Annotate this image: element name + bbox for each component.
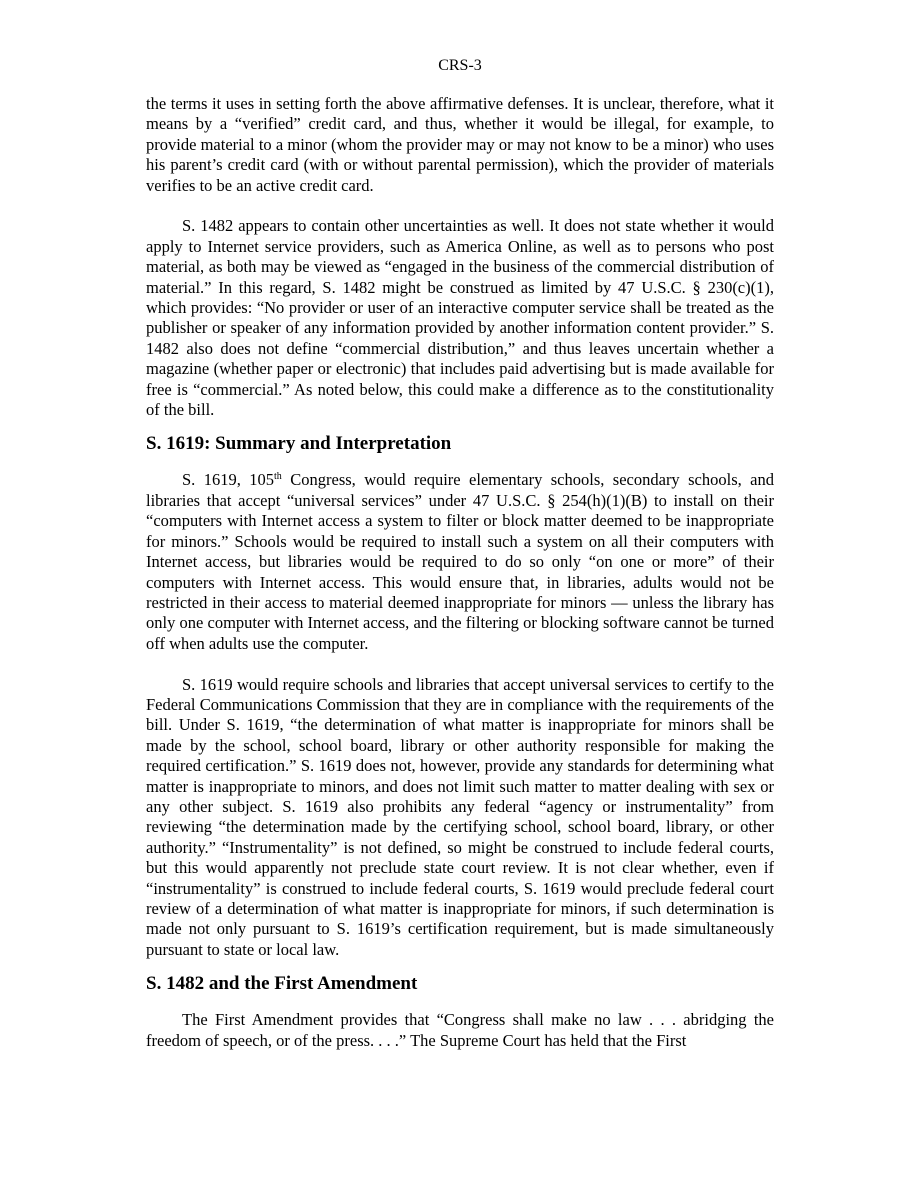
document-body [146, 94, 774, 1051]
paragraph-s1619-certification: S. 1619 would require schools and libraries that accept universal services to certify to the Federal Communications Commission that they are in compliance with the requirements of the bill. Under S. 1619, “the determination of what matter is inappropriate for minors shall be made by the school, school board, library or other authority responsible for making the required certification.” S. 1619 does not, however, provide any standards for determining what matter is inappropriate to minors, and does not limit such matter to matter dealing with sex or any other subject. S. 1619 also prohibits any federal “agency or instrumentality” from reviewing “the determination made by the certifying school, school board, library, or other authority.” “Instrumentality” is not defined, so might be construed to include federal courts, but this would apparently not preclude state court review. It is not clear whether, even if “instrumentality” is construed to include federal courts, S. 1619 would preclude federal court review of a determination of what matter is inappropriate for minors, if such determination is made not only pursuant to S. 1619’s certification requirement, but is made simultaneously pursuant to state or local law. [146, 674, 774, 959]
page-number-header: CRS-3 [438, 57, 482, 74]
ordinal-superscript: th [274, 471, 282, 483]
paragraph-s1619-lead: S. 1619, 105 [182, 470, 275, 490]
section-heading-s1619-summary: S. 1619: Summary and Interpretation [146, 433, 452, 455]
paragraph-s1619-requirements [146, 470, 774, 654]
paragraph-continued: the terms it uses in setting forth the above affirmative defenses. It is unclear, therefore, what it means by a “verified” credit card, and thus, whether it would be illegal, for example, to provide material to a minor (whom the provider may or may not know to be a minor) who uses his parent’s credit card (with or without parental permission), which the provider of materials verifies to be an active credit card. [146, 94, 774, 195]
paragraph-uncertainties: S. 1482 appears to contain other uncertainties as well. It does not state whether it would apply to Internet service providers, such as America Online, as well as to persons who post material, as both may be viewed as “engaged in the business of the commercial distribution of material.” In this regard, S. 1482 might be construed as limited by 47 U.S.C. § 230(c)(1), which provides: “No provider or user of an interactive computer service shall be treated as the publisher or speaker of any information provided by another information content provider.” S. 1482 also does not define “commercial distribution,” and thus leaves uncertain whether a magazine (whether paper or electronic) that includes paid advertising but is made available for free is “commercial.” As noted below, this could make a difference as to the constitutionality of the bill. [146, 216, 774, 420]
paragraph-first-amendment: The First Amendment provides that “Congress shall make no law . . . abridging the freedom of speech, or of the press. . . .” The Supreme Court has held that the First [146, 1010, 774, 1050]
section-heading-first-amendment: S. 1482 and the First Amendment [146, 973, 418, 995]
paragraph-s1619-body: Congress, would require elementary schools, secondary schools, and libraries that accept “universal services” under 47 U.S.C. § 254(h)(1)(B) to install on their “computers with Internet access a system to filter or block matter deemed to be inappropriate for minors.” Schools would be required to install such a system on all their computers with Internet access, but libraries would be required to do so only “on one or more” of their computers with Internet access. This would ensure that, in libraries, adults would not be restricted in their access to material deemed inappropriate for minors — unless the library has only one computer with Internet access, and the filtering or blocking software cannot be turned off when adults use the computer. [146, 470, 774, 653]
